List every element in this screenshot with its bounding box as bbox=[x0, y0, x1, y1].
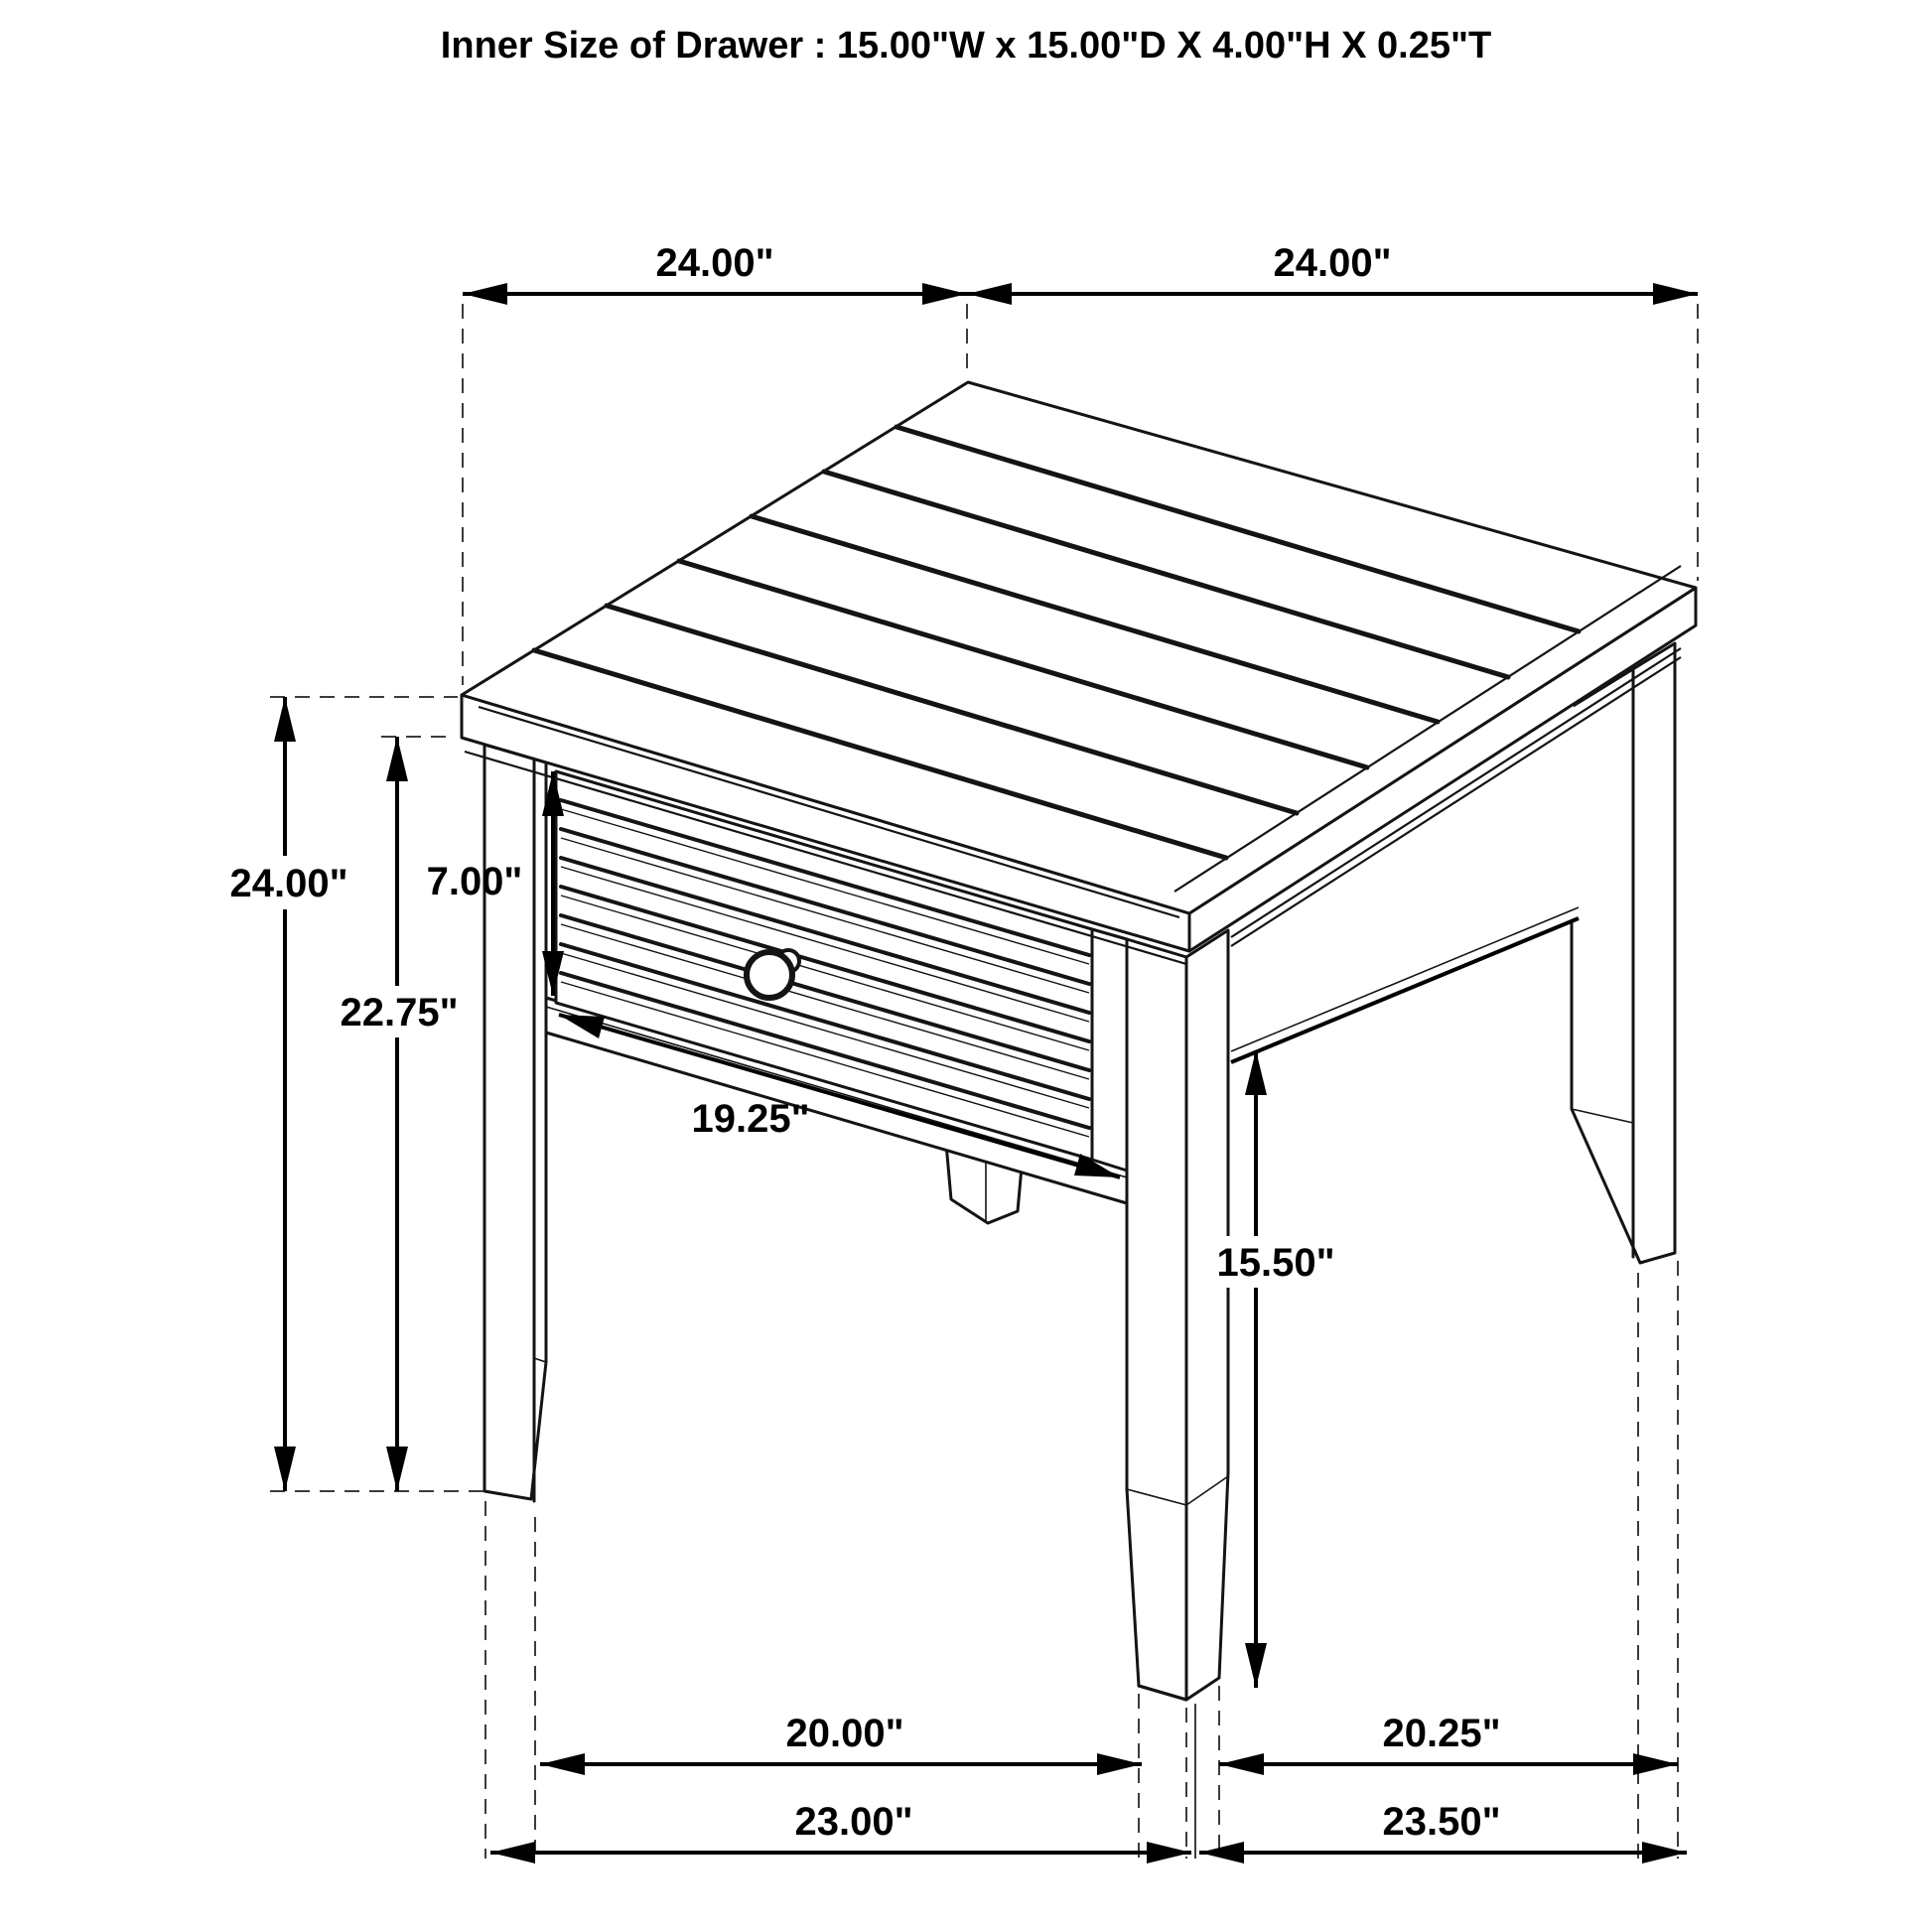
dim-bottom-front-inner bbox=[540, 1712, 1142, 1775]
dim-label-top-left: 24.00" bbox=[655, 241, 774, 285]
dim-bottom-side-outer bbox=[1199, 1800, 1687, 1863]
page-title: Inner Size of Drawer : 15.00"W x 15.00"D X 4.00"H X 0.25"T bbox=[440, 25, 1492, 67]
dim-label-bottom-front-inner: 20.00" bbox=[785, 1712, 904, 1755]
dim-label-clearance: 15.50" bbox=[1216, 1241, 1335, 1285]
dim-bottom-side-inner bbox=[1219, 1712, 1678, 1775]
dim-top-left bbox=[463, 241, 967, 305]
dim-height-under-top bbox=[320, 737, 479, 1491]
front-left-leg bbox=[484, 745, 546, 1501]
dim-label-height-under-top: 22.75" bbox=[340, 991, 459, 1035]
dim-top-right bbox=[967, 241, 1698, 305]
dim-label-bottom-front-outer: 23.00" bbox=[794, 1800, 913, 1844]
back-right-leg bbox=[1572, 643, 1675, 1263]
front-middle-leg bbox=[1127, 930, 1228, 1700]
dim-label-drawer-height: 7.00" bbox=[426, 860, 523, 903]
frame-stile bbox=[1092, 929, 1127, 1171]
dim-label-top-right: 24.00" bbox=[1273, 241, 1392, 285]
dim-bottom-front-outer bbox=[490, 1800, 1191, 1863]
dim-label-bottom-side-inner: 20.25" bbox=[1382, 1712, 1501, 1755]
dim-label-drawer-width: 19.25" bbox=[691, 1097, 810, 1141]
dim-label-bottom-side-outer: 23.50" bbox=[1382, 1800, 1501, 1844]
dim-height-total bbox=[204, 697, 374, 1491]
dim-label-height-total: 24.00" bbox=[229, 862, 348, 905]
